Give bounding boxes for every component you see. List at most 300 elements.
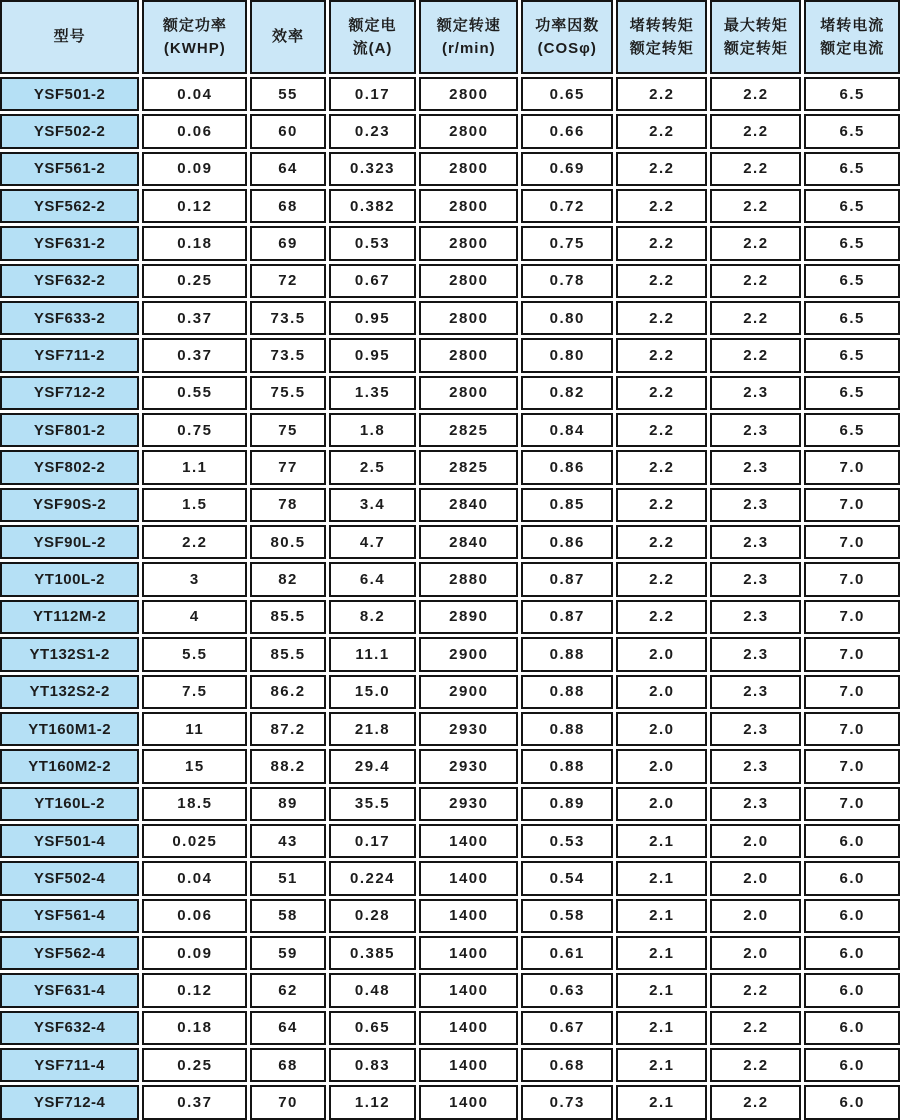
model-cell: YT112M-2 xyxy=(0,600,139,634)
value-cell: 2.0 xyxy=(616,712,707,746)
table-row xyxy=(0,936,900,970)
value-cell: 6.0 xyxy=(804,899,900,933)
column-header-line: 额定转速 xyxy=(436,16,501,34)
value-cell: 2.3 xyxy=(710,712,801,746)
value-cell: 73.5 xyxy=(250,338,325,372)
column-header-line: 型号 xyxy=(53,28,86,46)
model-cell: YSF561-4 xyxy=(0,899,139,933)
value-cell: 6.5 xyxy=(804,376,900,410)
column-header-line: 流(A) xyxy=(352,40,393,57)
column-header-line: 额定转矩 xyxy=(723,40,788,57)
value-cell: 1400 xyxy=(419,861,518,895)
value-cell: 2.2 xyxy=(616,600,707,634)
value-cell: 60 xyxy=(250,114,325,148)
column-header xyxy=(804,0,900,74)
value-cell: 2840 xyxy=(419,525,518,559)
model-cell: YT132S2-2 xyxy=(0,675,139,709)
value-cell: 80.5 xyxy=(250,525,325,559)
model-cell: YSF90L-2 xyxy=(0,525,139,559)
value-cell: 7.0 xyxy=(804,712,900,746)
model-cell: YSF631-2 xyxy=(0,226,139,260)
table-row xyxy=(0,861,900,895)
model-cell: YSF502-2 xyxy=(0,114,139,148)
value-cell: 2.3 xyxy=(710,637,801,671)
value-cell: 1.12 xyxy=(329,1085,417,1120)
value-cell: 0.75 xyxy=(142,413,247,447)
column-header-line: (r/min) xyxy=(441,40,496,57)
value-cell: 0.63 xyxy=(521,973,613,1007)
value-cell: 4.7 xyxy=(329,525,417,559)
value-cell: 15 xyxy=(142,749,247,783)
value-cell: 0.18 xyxy=(142,226,247,260)
value-cell: 2.2 xyxy=(616,488,707,522)
column-header-line: 堵转电流 xyxy=(820,16,885,34)
model-cell: YSF90S-2 xyxy=(0,488,139,522)
value-cell: 2.2 xyxy=(616,413,707,447)
value-cell: 73.5 xyxy=(250,301,325,335)
value-cell: 0.28 xyxy=(329,899,417,933)
value-cell: 2.2 xyxy=(710,1011,801,1045)
value-cell: 68 xyxy=(250,189,325,223)
table-row xyxy=(0,189,900,223)
value-cell: 0.48 xyxy=(329,973,417,1007)
model-cell: YSF632-4 xyxy=(0,1011,139,1045)
value-cell: 69 xyxy=(250,226,325,260)
column-header-line: 额定电流 xyxy=(820,40,885,57)
value-cell: 2930 xyxy=(419,787,518,821)
model-cell: YSF562-2 xyxy=(0,189,139,223)
value-cell: 2.3 xyxy=(710,376,801,410)
table-row xyxy=(0,376,900,410)
table-row xyxy=(0,413,900,447)
value-cell: 6.5 xyxy=(804,338,900,372)
value-cell: 0.17 xyxy=(329,824,417,858)
value-cell: 35.5 xyxy=(329,787,417,821)
value-cell: 0.88 xyxy=(521,712,613,746)
value-cell: 6.0 xyxy=(804,824,900,858)
value-cell: 2.2 xyxy=(710,264,801,298)
value-cell: 0.72 xyxy=(521,189,613,223)
value-cell: 2930 xyxy=(419,749,518,783)
value-cell: 0.224 xyxy=(329,861,417,895)
value-cell: 0.385 xyxy=(329,936,417,970)
value-cell: 0.87 xyxy=(521,600,613,634)
value-cell: 0.95 xyxy=(329,301,417,335)
value-cell: 85.5 xyxy=(250,637,325,671)
value-cell: 2900 xyxy=(419,637,518,671)
column-header xyxy=(710,0,801,74)
table-row xyxy=(0,1048,900,1082)
value-cell: 0.53 xyxy=(329,226,417,260)
table-row xyxy=(0,488,900,522)
model-cell: YT160L-2 xyxy=(0,787,139,821)
value-cell: 2.1 xyxy=(616,1011,707,1045)
column-header xyxy=(521,0,613,74)
table-row xyxy=(0,1085,900,1120)
value-cell: 2.0 xyxy=(710,861,801,895)
value-cell: 1400 xyxy=(419,1085,518,1120)
value-cell: 2.2 xyxy=(710,189,801,223)
value-cell: 2.2 xyxy=(616,376,707,410)
value-cell: 1400 xyxy=(419,1011,518,1045)
value-cell: 0.88 xyxy=(521,749,613,783)
table-row xyxy=(0,973,900,1007)
value-cell: 0.67 xyxy=(521,1011,613,1045)
model-cell: YSF502-4 xyxy=(0,861,139,895)
table-row xyxy=(0,899,900,933)
value-cell: 6.0 xyxy=(804,861,900,895)
table-row xyxy=(0,338,900,372)
value-cell: 0.12 xyxy=(142,973,247,1007)
value-cell: 0.83 xyxy=(329,1048,417,1082)
value-cell: 0.09 xyxy=(142,936,247,970)
value-cell: 0.18 xyxy=(142,1011,247,1045)
value-cell: 2.3 xyxy=(710,600,801,634)
column-header-line: 额定功率 xyxy=(162,16,227,34)
value-cell: 5.5 xyxy=(142,637,247,671)
value-cell: 1400 xyxy=(419,936,518,970)
column-header xyxy=(616,0,707,74)
table-body xyxy=(0,77,900,1120)
value-cell: 2.2 xyxy=(616,525,707,559)
value-cell: 1400 xyxy=(419,824,518,858)
value-cell: 2800 xyxy=(419,189,518,223)
table-row xyxy=(0,1011,900,1045)
value-cell: 2890 xyxy=(419,600,518,634)
value-cell: 6.0 xyxy=(804,973,900,1007)
value-cell: 64 xyxy=(250,1011,325,1045)
value-cell: 2.0 xyxy=(616,749,707,783)
value-cell: 1.1 xyxy=(142,450,247,484)
value-cell: 70 xyxy=(250,1085,325,1120)
value-cell: 7.0 xyxy=(804,450,900,484)
value-cell: 2.2 xyxy=(616,152,707,186)
value-cell: 11 xyxy=(142,712,247,746)
value-cell: 0.12 xyxy=(142,189,247,223)
value-cell: 2.0 xyxy=(710,824,801,858)
value-cell: 0.82 xyxy=(521,376,613,410)
value-cell: 2.2 xyxy=(616,264,707,298)
value-cell: 2.3 xyxy=(710,562,801,596)
value-cell: 15.0 xyxy=(329,675,417,709)
value-cell: 7.5 xyxy=(142,675,247,709)
value-cell: 2.1 xyxy=(616,824,707,858)
value-cell: 2.0 xyxy=(616,675,707,709)
value-cell: 2.2 xyxy=(710,301,801,335)
value-cell: 0.17 xyxy=(329,77,417,111)
value-cell: 0.66 xyxy=(521,114,613,148)
table-row xyxy=(0,114,900,148)
value-cell: 3 xyxy=(142,562,247,596)
value-cell: 0.67 xyxy=(329,264,417,298)
value-cell: 2.2 xyxy=(616,114,707,148)
value-cell: 2.2 xyxy=(710,1085,801,1120)
value-cell: 85.5 xyxy=(250,600,325,634)
value-cell: 0.95 xyxy=(329,338,417,372)
table-row xyxy=(0,637,900,671)
column-header xyxy=(419,0,518,74)
value-cell: 64 xyxy=(250,152,325,186)
column-header-line: (KWHP) xyxy=(163,40,226,57)
table-row xyxy=(0,77,900,111)
value-cell: 0.87 xyxy=(521,562,613,596)
value-cell: 0.88 xyxy=(521,675,613,709)
value-cell: 0.37 xyxy=(142,1085,247,1120)
value-cell: 2.2 xyxy=(616,77,707,111)
value-cell: 6.0 xyxy=(804,936,900,970)
value-cell: 18.5 xyxy=(142,787,247,821)
value-cell: 2.3 xyxy=(710,450,801,484)
value-cell: 29.4 xyxy=(329,749,417,783)
column-header-line: 堵转转矩 xyxy=(629,16,694,34)
table-header xyxy=(0,0,900,74)
model-cell: YSF801-2 xyxy=(0,413,139,447)
value-cell: 6.5 xyxy=(804,413,900,447)
value-cell: 1.5 xyxy=(142,488,247,522)
value-cell: 0.69 xyxy=(521,152,613,186)
table-row xyxy=(0,226,900,260)
value-cell: 0.06 xyxy=(142,899,247,933)
value-cell: 2.2 xyxy=(616,301,707,335)
value-cell: 7.0 xyxy=(804,525,900,559)
value-cell: 8.2 xyxy=(329,600,417,634)
value-cell: 82 xyxy=(250,562,325,596)
value-cell: 2.3 xyxy=(710,749,801,783)
value-cell: 4 xyxy=(142,600,247,634)
model-cell: YSF711-2 xyxy=(0,338,139,372)
value-cell: 0.85 xyxy=(521,488,613,522)
value-cell: 0.65 xyxy=(329,1011,417,1045)
header-row xyxy=(0,0,900,74)
value-cell: 0.25 xyxy=(142,264,247,298)
value-cell: 0.84 xyxy=(521,413,613,447)
value-cell: 0.323 xyxy=(329,152,417,186)
value-cell: 2800 xyxy=(419,338,518,372)
value-cell: 2.2 xyxy=(616,189,707,223)
value-cell: 2.1 xyxy=(616,1085,707,1120)
value-cell: 2.0 xyxy=(616,787,707,821)
value-cell: 2.3 xyxy=(710,413,801,447)
value-cell: 2.2 xyxy=(710,226,801,260)
value-cell: 0.09 xyxy=(142,152,247,186)
model-cell: YT132S1-2 xyxy=(0,637,139,671)
value-cell: 88.2 xyxy=(250,749,325,783)
value-cell: 6.5 xyxy=(804,301,900,335)
value-cell: 2.2 xyxy=(710,114,801,148)
value-cell: 7.0 xyxy=(804,488,900,522)
value-cell: 0.23 xyxy=(329,114,417,148)
value-cell: 2880 xyxy=(419,562,518,596)
value-cell: 2800 xyxy=(419,301,518,335)
value-cell: 1400 xyxy=(419,973,518,1007)
value-cell: 0.04 xyxy=(142,77,247,111)
value-cell: 6.5 xyxy=(804,226,900,260)
value-cell: 2.3 xyxy=(710,675,801,709)
column-header-line: (COSφ) xyxy=(537,40,597,57)
value-cell: 6.0 xyxy=(804,1048,900,1082)
table-row xyxy=(0,152,900,186)
value-cell: 2.2 xyxy=(710,1048,801,1082)
value-cell: 7.0 xyxy=(804,562,900,596)
value-cell: 1.35 xyxy=(329,376,417,410)
model-cell: YSF561-2 xyxy=(0,152,139,186)
column-header-line: 额定转矩 xyxy=(629,40,694,57)
value-cell: 2840 xyxy=(419,488,518,522)
value-cell: 1400 xyxy=(419,899,518,933)
table-row xyxy=(0,712,900,746)
model-cell: YSF501-4 xyxy=(0,824,139,858)
value-cell: 2.0 xyxy=(616,637,707,671)
value-cell: 0.37 xyxy=(142,301,247,335)
value-cell: 2900 xyxy=(419,675,518,709)
model-cell: YSF802-2 xyxy=(0,450,139,484)
value-cell: 75.5 xyxy=(250,376,325,410)
column-header xyxy=(142,0,247,74)
value-cell: 21.8 xyxy=(329,712,417,746)
table-row xyxy=(0,264,900,298)
value-cell: 2.3 xyxy=(710,525,801,559)
column-header xyxy=(250,0,325,74)
value-cell: 2.2 xyxy=(616,338,707,372)
value-cell: 0.54 xyxy=(521,861,613,895)
value-cell: 86.2 xyxy=(250,675,325,709)
value-cell: 0.86 xyxy=(521,450,613,484)
value-cell: 0.68 xyxy=(521,1048,613,1082)
value-cell: 77 xyxy=(250,450,325,484)
value-cell: 7.0 xyxy=(804,600,900,634)
value-cell: 62 xyxy=(250,973,325,1007)
value-cell: 2.2 xyxy=(616,226,707,260)
value-cell: 2.2 xyxy=(710,338,801,372)
value-cell: 55 xyxy=(250,77,325,111)
table-row xyxy=(0,600,900,634)
value-cell: 2800 xyxy=(419,226,518,260)
value-cell: 2.3 xyxy=(710,488,801,522)
model-cell: YSF501-2 xyxy=(0,77,139,111)
value-cell: 0.25 xyxy=(142,1048,247,1082)
value-cell: 2.1 xyxy=(616,973,707,1007)
value-cell: 6.5 xyxy=(804,264,900,298)
value-cell: 0.37 xyxy=(142,338,247,372)
table-row xyxy=(0,450,900,484)
value-cell: 0.53 xyxy=(521,824,613,858)
value-cell: 2800 xyxy=(419,376,518,410)
value-cell: 2.1 xyxy=(616,936,707,970)
value-cell: 2800 xyxy=(419,114,518,148)
value-cell: 2825 xyxy=(419,450,518,484)
table-row xyxy=(0,525,900,559)
value-cell: 0.382 xyxy=(329,189,417,223)
table-row xyxy=(0,301,900,335)
value-cell: 2.2 xyxy=(616,562,707,596)
value-cell: 59 xyxy=(250,936,325,970)
model-cell: YSF633-2 xyxy=(0,301,139,335)
model-cell: YSF711-4 xyxy=(0,1048,139,1082)
value-cell: 2.2 xyxy=(710,973,801,1007)
value-cell: 2.2 xyxy=(616,450,707,484)
value-cell: 1400 xyxy=(419,1048,518,1082)
value-cell: 7.0 xyxy=(804,637,900,671)
value-cell: 0.55 xyxy=(142,376,247,410)
value-cell: 7.0 xyxy=(804,749,900,783)
table-row xyxy=(0,824,900,858)
value-cell: 2825 xyxy=(419,413,518,447)
model-cell: YSF631-4 xyxy=(0,973,139,1007)
model-cell: YSF712-4 xyxy=(0,1085,139,1120)
value-cell: 89 xyxy=(250,787,325,821)
value-cell: 0.88 xyxy=(521,637,613,671)
value-cell: 2.0 xyxy=(710,936,801,970)
value-cell: 6.5 xyxy=(804,152,900,186)
model-cell: YT160M1-2 xyxy=(0,712,139,746)
column-header-line: 最大转矩 xyxy=(723,16,788,34)
value-cell: 6.4 xyxy=(329,562,417,596)
column-header xyxy=(329,0,417,74)
value-cell: 3.4 xyxy=(329,488,417,522)
value-cell: 2.2 xyxy=(710,77,801,111)
model-cell: YT160M2-2 xyxy=(0,749,139,783)
value-cell: 0.65 xyxy=(521,77,613,111)
value-cell: 6.5 xyxy=(804,114,900,148)
value-cell: 0.61 xyxy=(521,936,613,970)
table-row xyxy=(0,787,900,821)
value-cell: 68 xyxy=(250,1048,325,1082)
model-cell: YT100L-2 xyxy=(0,562,139,596)
value-cell: 43 xyxy=(250,824,325,858)
value-cell: 6.5 xyxy=(804,189,900,223)
value-cell: 0.78 xyxy=(521,264,613,298)
value-cell: 2.2 xyxy=(142,525,247,559)
value-cell: 11.1 xyxy=(329,637,417,671)
value-cell: 2800 xyxy=(419,77,518,111)
value-cell: 78 xyxy=(250,488,325,522)
value-cell: 0.58 xyxy=(521,899,613,933)
value-cell: 2.3 xyxy=(710,787,801,821)
value-cell: 1.8 xyxy=(329,413,417,447)
value-cell: 0.89 xyxy=(521,787,613,821)
column-header-line: 额定电 xyxy=(348,16,397,34)
value-cell: 72 xyxy=(250,264,325,298)
value-cell: 0.025 xyxy=(142,824,247,858)
column-header xyxy=(0,0,139,74)
value-cell: 7.0 xyxy=(804,675,900,709)
value-cell: 6.5 xyxy=(804,77,900,111)
table-row xyxy=(0,749,900,783)
value-cell: 58 xyxy=(250,899,325,933)
model-cell: YSF632-2 xyxy=(0,264,139,298)
value-cell: 2.1 xyxy=(616,899,707,933)
value-cell: 0.80 xyxy=(521,338,613,372)
value-cell: 2.2 xyxy=(710,152,801,186)
model-cell: YSF712-2 xyxy=(0,376,139,410)
value-cell: 0.86 xyxy=(521,525,613,559)
value-cell: 0.04 xyxy=(142,861,247,895)
model-cell: YSF562-4 xyxy=(0,936,139,970)
value-cell: 6.0 xyxy=(804,1085,900,1120)
value-cell: 2.5 xyxy=(329,450,417,484)
value-cell: 2.0 xyxy=(710,899,801,933)
value-cell: 0.80 xyxy=(521,301,613,335)
value-cell: 2800 xyxy=(419,264,518,298)
value-cell: 2.1 xyxy=(616,861,707,895)
value-cell: 0.06 xyxy=(142,114,247,148)
table-row xyxy=(0,675,900,709)
value-cell: 7.0 xyxy=(804,787,900,821)
value-cell: 0.73 xyxy=(521,1085,613,1120)
value-cell: 2800 xyxy=(419,152,518,186)
table-row xyxy=(0,562,900,596)
value-cell: 0.75 xyxy=(521,226,613,260)
